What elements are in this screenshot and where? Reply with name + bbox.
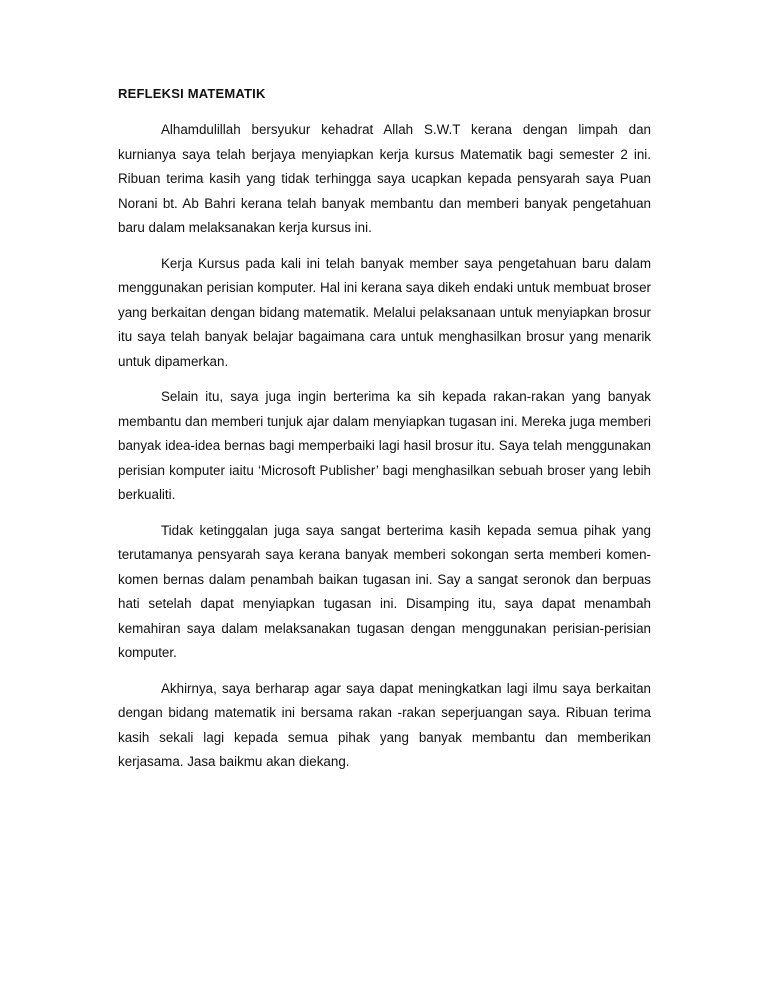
paragraph-4: Tidak ketinggalan juga saya sangat berterima kasih kepada semua pihak yang terutamanya pensyarah saya kerana banyak memberi sokongan serta memberi komen-komen bernas dalam penambah baikan tugasan ini. Say a sangat seronok dan berpuas hati setelah dapat menyiapkan tugasan ini. Disamping itu, saya dapat menambah kemahiran saya dalam melaksanakan tugasan dengan menggunakan perisian-perisian komputer. (118, 522, 651, 660)
paragraph-5: Akhirnya, saya berharap agar saya dapat meningkatkan lagi ilmu saya berkaitan dengan bidang matematik ini bersama rakan -rakan seperjuangan saya. Ribuan terima kasih sekali lagi kepada semua pihak yang banyak membantu dan memberikan kerjasama. Jasa baikmu akan diekang. (118, 680, 651, 769)
paragraph-1: Alhamdulillah bersyukur kehadrat Allah S.W.T kerana dengan limpah dan kurnianya saya telah berjaya menyiapkan kerja kursus Matematik bagi semester 2 ini. Ribuan terima kasih yang tidak terhingga saya ucapkan kepada pensyarah saya Puan Norani bt. Ab Bahri kerana telah banyak membantu dan memberi banyak pengetahuan baru dalam melaksanakan kerja kursus ini. (118, 122, 651, 235)
document-body (118, 118, 651, 786)
paragraph-3: Selain itu, saya juga ingin berterima ka sih kepada rakan-rakan yang banyak membantu dan memberi tunjuk ajar dalam menyiapkan tugasan ini. Mereka juga memberi banyak idea-idea bernas bagi memperbaiki lagi hasil brosur itu. Saya telah menggunakan perisian komputer iaitu ‘Microsoft Publisher’ bagi menghasilkan sebuah broser yang lebih berkualiti. (118, 389, 651, 502)
document-title: REFLEKSI MATEMATIK (118, 86, 266, 101)
paragraph-2: Kerja Kursus pada kali ini telah banyak member saya pengetahuan baru dalam menggunakan perisian komputer. Hal ini kerana saya dikeh endaki untuk membuat broser yang berkaitan dengan bidang matematik. Melalui pelaksanaan untuk menyiapkan brosur itu saya telah banyak belajar bagaimana cara untuk menghasilkan brosur yang menarik untuk dipamerkan. (118, 255, 651, 369)
